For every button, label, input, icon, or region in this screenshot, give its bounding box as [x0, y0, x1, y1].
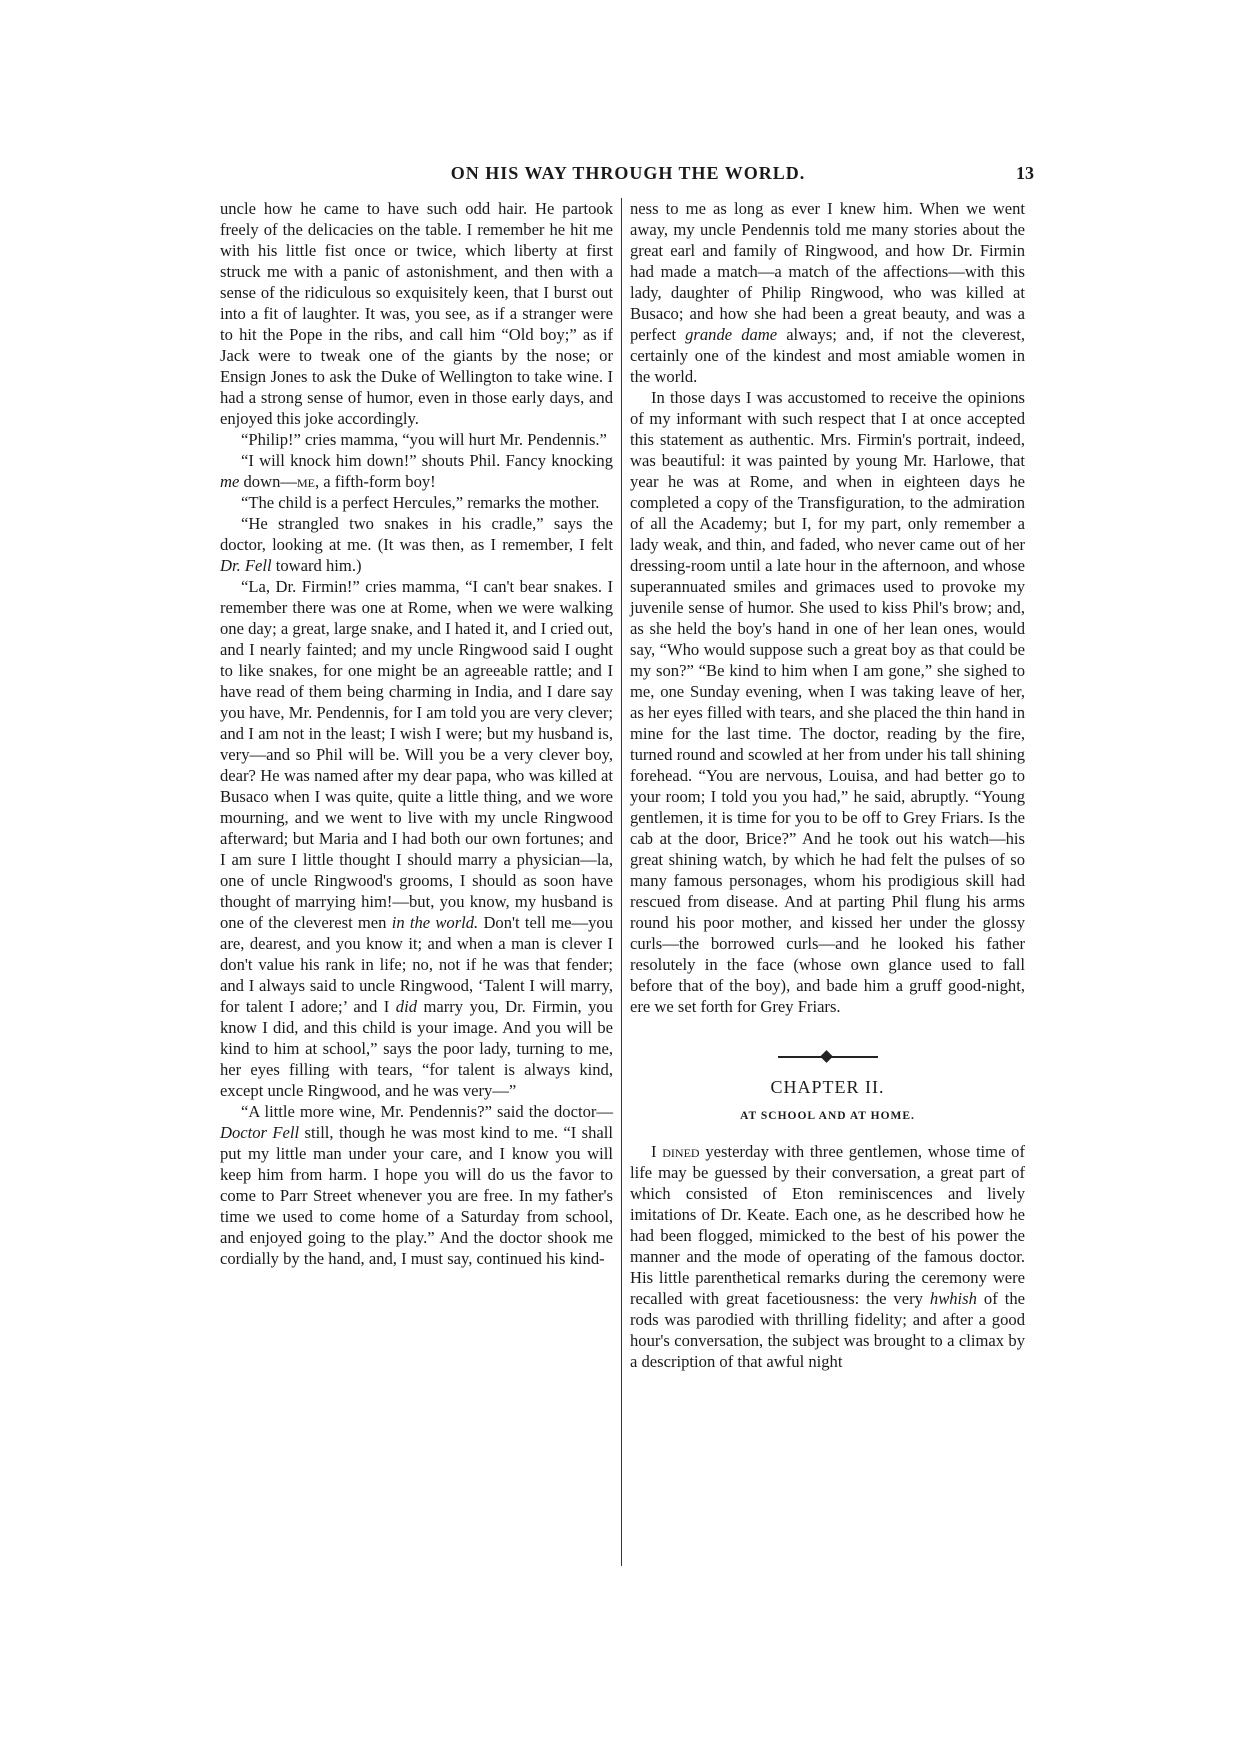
chapter-subtitle: AT SCHOOL AND AT HOME.	[740, 1110, 915, 1122]
right-column	[630, 198, 1025, 1372]
paragraph: “The child is a perfect Hercules,” remarks the mother.	[241, 493, 600, 512]
paragraph: uncle how he came to have such odd hair. He partook freely of the delicacies on the table. I remember he hit me with his little fist once or twice, which liberty at first struck me with a panic of astonishment, and then with a sense of the ridiculous so exquisitely keen, that I burst out into a fit of laughter. It was, you see, as if a stranger were to hit the Pope in the ribs, and call him “Old boy;” as if Jack were to tweak one of the giants by the nose; or Ensign Jones to ask the Duke of Wellington to take wine. I had a strong sense of humor, even in those early days, and enjoyed this joke accordingly.	[220, 199, 613, 428]
paragraph: “A little more wine, Mr. Pendennis?” said the doctor—Doctor Fell still, though he was most kind to me. “I shall put my little man under your care, and I know you will keep him from harm. I hope you will do us the favor to come to Parr Street whenever you are free. In my father's time we used to come home of a Saturday from school, and enjoyed going to the play.” And the doctor shook me cordially by the hand, and, I must say, continued his kind-	[220, 1102, 613, 1268]
section-ornament	[778, 1051, 878, 1063]
paragraph: I dined yesterday with three gentlemen, whose time of life may be guessed by their conversation, a great part of which consisted of Eton reminiscences and lively imitations of Dr. Keate. Each one, as he described how he had been flogged, mimicked to the best of his power the manner and the mode of operating of the famous doctor. His little parenthetical remarks during the ceremony were recalled with great facetiousness: the very hwhish of the rods was parodied with thrilling fidelity; and after a good hour's conversation, the subject was brought to a climax by a description of that awful night	[630, 1142, 1025, 1371]
paragraph: In those days I was accustomed to receive the opinions of my informant with such respect that I at once accepted this statement as authentic. Mrs. Firmin's portrait, indeed, was beautiful: it was painted by young Mr. Harlowe, that year he was at Rome, and when in eighteen days he completed a copy of the Transfiguration, to the admiration of all the Academy; but I, for my part, only remember a lady weak, and thin, and faded, who never came out of her dressing-room until a late hour in the afternoon, and whose superannuated smiles and grimaces used to provoke my juvenile sense of humor. She used to kiss Phil's brow; and, as she held the boy's hand in one of her lean ones, would say, “Who would suppose such a great boy as that could be my son?” “Be kind to him when I am gone,” she sighed to me, one Sunday evening, when I was taking leave of her, as her eyes filled with tears, and she placed the thin hand in mine for the last time. The doctor, reading by the fire, turned round and scowled at her from under his tall shining forehead. “You are nervous, Louisa, and had better go to your room; I told you you had,” he said, abruptly. “Young gentlemen, it is time for you to be off to Grey Friars. Is the cab at the door, Brice?” And he took out his watch—his great shining watch, by which he had felt the pulses of so many famous personages, whom his prodigious skill had rescued from disease. And at parting Phil flung his arms round his poor mother, and kissed her under the glossy curls—the borrowed curls—and he looked his father resolutely in the face (whose own glance used to fall before that of the boy), and bade him a gruff good-night, ere we set forth for Grey Friars.	[630, 388, 1025, 1016]
column-divider	[621, 198, 622, 1566]
paragraph: “Philip!” cries mamma, “you will hurt Mr. Pendennis.”	[241, 430, 607, 449]
diamond-icon	[820, 1050, 833, 1063]
paragraph: “He strangled two snakes in his cradle,” says the doctor, looking at me. (It was then, as I remember, I felt Dr. Fell toward him.)	[220, 514, 613, 575]
running-head	[222, 163, 1034, 187]
paragraph: ness to me as long as ever I knew him. When we went away, my uncle Pendennis told me many stories about the great earl and family of Ringwood, and how Dr. Firmin had made a match—a match of the affections—with this lady, daughter of Philip Ringwood, who was killed at Busaco; and how she had been a great beauty, and was a perfect grande dame always; and, if not the cleverest, certainly one of the kindest and most amiable women in the world.	[630, 199, 1025, 386]
paragraph: “I will knock him down!” shouts Phil. Fancy knocking me down—me, a fifth-form boy!	[220, 451, 613, 491]
chapter-title: CHAPTER II.	[770, 1077, 885, 1097]
left-column	[220, 198, 613, 1269]
page-number: 13	[1016, 163, 1034, 183]
running-title: ON HIS WAY THROUGH THE WORLD.	[450, 163, 806, 183]
paragraph: “La, Dr. Firmin!” cries mamma, “I can't bear snakes. I remember there was one at Rome, when we were walking one day; a great, large snake, and I hated it, and I cried out, and I nearly fainted; and my uncle Ringwood said I ought to like snakes, for one might be an agreeable rattle; and I have read of them being charming in India, and I dare say you have, Mr. Pendennis, for I am told you are very clever; and I am not in the least; I wish I were; but my husband is, very—and so Phil will be. Will you be a very clever boy, dear? He was named after my dear papa, who was killed at Busaco when I was quite, quite a little thing, and we wore mourning, and we went to live with my uncle Ringwood afterward; but Maria and I had both our own fortunes; and I am sure I little thought I should marry a physician—la, one of uncle Ringwood's grooms, I should as soon have thought of marrying him!—but, you know, my husband is one of the cleverest men in the world. Don't tell me—you are, dearest, and you know it; and when a man is clever I don't value his rank in life; no, not if he was that fender; and I always said to uncle Ringwood, ‘Talent I will marry, for talent I adore;’ and I did marry you, Dr. Firmin, you know I did, and this child is your image. And you will be kind to him at school,” says the poor lady, turning to me, her eyes filling with tears, “for talent is always kind, except uncle Ringwood, and he was very—”	[220, 577, 614, 1100]
